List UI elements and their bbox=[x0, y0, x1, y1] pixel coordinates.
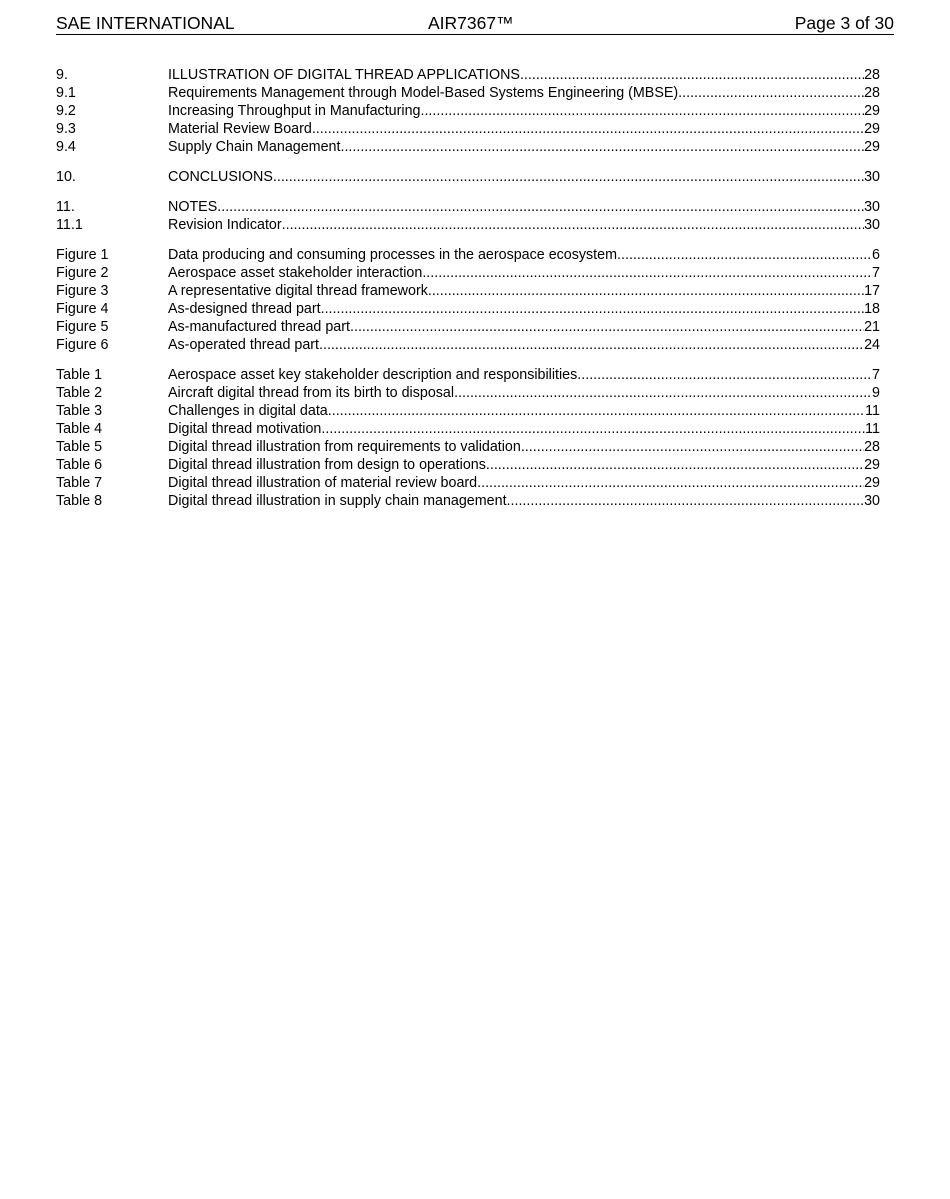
toc-entry-page: 24 bbox=[864, 337, 880, 353]
toc-entry-body bbox=[168, 198, 880, 216]
toc-entry-body bbox=[168, 282, 880, 300]
toc-dot-leader bbox=[454, 384, 872, 402]
toc-entry-body bbox=[168, 168, 880, 186]
toc-entry[interactable] bbox=[56, 282, 880, 300]
toc-dot-leader bbox=[428, 282, 864, 300]
toc-entry[interactable] bbox=[56, 66, 880, 84]
toc-entry[interactable] bbox=[56, 300, 880, 318]
toc-entry[interactable] bbox=[56, 492, 880, 510]
toc-dot-leader bbox=[350, 318, 864, 336]
toc-entry-body bbox=[168, 456, 880, 474]
toc-entry[interactable] bbox=[56, 456, 880, 474]
toc-entry-title: Aerospace asset key stakeholder description and responsibilities bbox=[168, 367, 578, 383]
toc-entry-page: 11 bbox=[865, 421, 880, 437]
toc-entry[interactable] bbox=[56, 168, 880, 186]
toc-entry-body bbox=[168, 84, 880, 102]
toc-entry[interactable] bbox=[56, 102, 880, 120]
toc-entry-page: 18 bbox=[864, 301, 880, 317]
toc-dot-leader bbox=[678, 84, 864, 102]
toc-entry-number: Figure 3 bbox=[56, 283, 109, 299]
toc-entry-number: Table 8 bbox=[56, 493, 103, 509]
toc-entry-page: 30 bbox=[864, 199, 880, 215]
toc-entry-title: Digital thread illustration from design to operations bbox=[168, 457, 486, 473]
page-header bbox=[56, 12, 894, 35]
toc-entry[interactable] bbox=[56, 420, 880, 438]
toc-entry-page: 29 bbox=[864, 475, 880, 491]
toc-dot-leader bbox=[422, 264, 872, 282]
toc-entry-body bbox=[168, 492, 880, 510]
toc-entry[interactable] bbox=[56, 336, 880, 354]
toc-entry-title: Aerospace asset stakeholder interaction bbox=[168, 265, 423, 281]
toc-entry[interactable] bbox=[56, 216, 880, 234]
toc-entry-page: 28 bbox=[864, 439, 880, 455]
toc-section bbox=[56, 198, 880, 234]
toc-entry-number: Table 1 bbox=[56, 367, 103, 383]
toc-dot-leader bbox=[420, 102, 864, 120]
toc-entry-title: Material Review Board bbox=[168, 121, 312, 137]
toc-entry-page: 21 bbox=[864, 319, 880, 335]
toc-entry-title: Increasing Throughput in Manufacturing bbox=[168, 103, 421, 119]
toc-entry-body bbox=[168, 402, 880, 420]
toc-entry-number: Table 6 bbox=[56, 457, 103, 473]
toc-entry-number: 9.3 bbox=[56, 121, 76, 137]
toc-entry[interactable] bbox=[56, 474, 880, 492]
toc-dot-leader bbox=[507, 492, 865, 510]
toc-entry[interactable] bbox=[56, 198, 880, 216]
toc-entry-body bbox=[168, 420, 880, 438]
toc-entry-title: A representative digital thread framework bbox=[168, 283, 428, 299]
toc-entry-title: ILLUSTRATION OF DIGITAL THREAD APPLICATIONS bbox=[168, 67, 520, 83]
toc-entry-page: 29 bbox=[864, 457, 880, 473]
toc-entry[interactable] bbox=[56, 84, 880, 102]
toc-entry-title: Aircraft digital thread from its birth to disposal bbox=[168, 385, 455, 401]
toc-entry-page: 28 bbox=[864, 85, 880, 101]
toc-entry-page: 30 bbox=[864, 217, 880, 233]
toc-entry[interactable] bbox=[56, 438, 880, 456]
toc-entry-number: 9. bbox=[56, 67, 68, 83]
toc-entry-page: 29 bbox=[864, 103, 880, 119]
toc-entry-body bbox=[168, 366, 880, 384]
toc-entry-title: CONCLUSIONS bbox=[168, 169, 273, 185]
toc-dot-leader bbox=[617, 246, 872, 264]
toc-entry-body bbox=[168, 384, 880, 402]
toc-entry-body bbox=[168, 264, 880, 282]
toc-section bbox=[56, 246, 880, 354]
toc-entry-title: Digital thread illustration in supply chain management bbox=[168, 493, 507, 509]
toc-dot-leader bbox=[312, 120, 864, 138]
header-document-id: AIR7367™ bbox=[428, 13, 514, 33]
toc-entry-number: Figure 5 bbox=[56, 319, 109, 335]
toc-entry-number: 9.4 bbox=[56, 139, 76, 155]
toc-dot-leader bbox=[321, 420, 865, 438]
toc-entry-title: As-manufactured thread part bbox=[168, 319, 350, 335]
toc-entry-number: 11.1 bbox=[56, 217, 83, 233]
toc-entry-body bbox=[168, 438, 880, 456]
toc-entry[interactable] bbox=[56, 384, 880, 402]
toc-dot-leader bbox=[340, 138, 864, 156]
toc-entry-number: Table 4 bbox=[56, 421, 103, 437]
toc-entry-title: Revision Indicator bbox=[168, 217, 282, 233]
toc-entry-body bbox=[168, 138, 880, 156]
toc-entry[interactable] bbox=[56, 264, 880, 282]
toc-entry-body bbox=[168, 216, 880, 234]
toc-entry-number: Table 2 bbox=[56, 385, 103, 401]
toc-entry-page: 30 bbox=[864, 169, 880, 185]
toc-section bbox=[56, 168, 880, 186]
toc-entry-number: 10. bbox=[56, 169, 76, 185]
toc-entry-page: 29 bbox=[864, 121, 880, 137]
toc-dot-leader bbox=[273, 168, 864, 186]
toc-entry-number: Table 7 bbox=[56, 475, 103, 491]
toc-entry-number: 11. bbox=[56, 199, 75, 215]
toc-dot-leader bbox=[328, 402, 865, 420]
toc-entry-title: Challenges in digital data bbox=[168, 403, 328, 419]
toc-entry-number: Figure 4 bbox=[56, 301, 109, 317]
toc-entry[interactable] bbox=[56, 120, 880, 138]
toc-dot-leader bbox=[577, 366, 872, 384]
toc-entry-title: Requirements Management through Model-Based Systems Engineering (MBSE) bbox=[168, 85, 679, 101]
toc-entry-title: Digital thread motivation bbox=[168, 421, 322, 437]
toc-dot-leader bbox=[217, 198, 864, 216]
toc-entry-page: 17 bbox=[864, 283, 880, 299]
toc-entry-number: 9.2 bbox=[56, 103, 76, 119]
toc-entry-page: 6 bbox=[872, 247, 880, 263]
toc-entry-number: Figure 1 bbox=[56, 247, 109, 263]
toc-entry-title: As-designed thread part bbox=[168, 301, 321, 317]
toc-entry[interactable] bbox=[56, 402, 880, 420]
toc-entry-number: Table 5 bbox=[56, 439, 103, 455]
toc-entry[interactable] bbox=[56, 246, 880, 264]
toc-entry-title: Digital thread illustration from requirements to validation bbox=[168, 439, 521, 455]
header-page-number: Page 3 of 30 bbox=[794, 13, 894, 33]
toc-section bbox=[56, 366, 880, 510]
toc-dot-leader bbox=[282, 216, 864, 234]
toc-entry[interactable] bbox=[56, 366, 880, 384]
toc-entry-page: 7 bbox=[872, 265, 880, 281]
toc-entry[interactable] bbox=[56, 318, 880, 336]
toc-entry-body bbox=[168, 120, 880, 138]
toc-dot-leader bbox=[486, 456, 864, 474]
toc-entry-page: 11 bbox=[865, 403, 880, 419]
toc-entry-page: 9 bbox=[872, 385, 880, 401]
toc-entry-body bbox=[168, 300, 880, 318]
toc-entry-title: Supply Chain Management bbox=[168, 139, 341, 155]
toc-dot-leader bbox=[521, 438, 864, 456]
toc-entry-body bbox=[168, 246, 880, 264]
toc-entry-body bbox=[168, 336, 880, 354]
toc-entry-page: 7 bbox=[872, 367, 880, 383]
toc-dot-leader bbox=[477, 474, 864, 492]
toc-entry-number: Figure 2 bbox=[56, 265, 109, 281]
toc-dot-leader bbox=[520, 66, 864, 84]
toc-entry-title: Digital thread illustration of material review board bbox=[168, 475, 478, 491]
toc-entry-page: 30 bbox=[864, 493, 880, 509]
toc-entry[interactable] bbox=[56, 138, 880, 156]
toc-dot-leader bbox=[321, 300, 864, 318]
toc-entry-title: Data producing and consuming processes in the aerospace ecosystem bbox=[168, 247, 618, 263]
toc-dot-leader bbox=[319, 336, 864, 354]
toc-entry-number: Table 3 bbox=[56, 403, 103, 419]
header-organization: SAE INTERNATIONAL bbox=[56, 13, 235, 33]
toc-entry-title: As-operated thread part bbox=[168, 337, 320, 353]
toc-entry-page: 29 bbox=[864, 139, 880, 155]
toc-entry-number: 9.1 bbox=[56, 85, 76, 101]
toc-entry-body bbox=[168, 474, 880, 492]
toc-entry-title: NOTES bbox=[168, 199, 218, 215]
toc-entry-body bbox=[168, 318, 880, 336]
toc-entry-body bbox=[168, 66, 880, 84]
toc-entry-page: 28 bbox=[864, 67, 880, 83]
toc-section bbox=[56, 66, 880, 156]
table-of-contents bbox=[56, 66, 880, 522]
toc-entry-number: Figure 6 bbox=[56, 337, 109, 353]
toc-entry-body bbox=[168, 102, 880, 120]
